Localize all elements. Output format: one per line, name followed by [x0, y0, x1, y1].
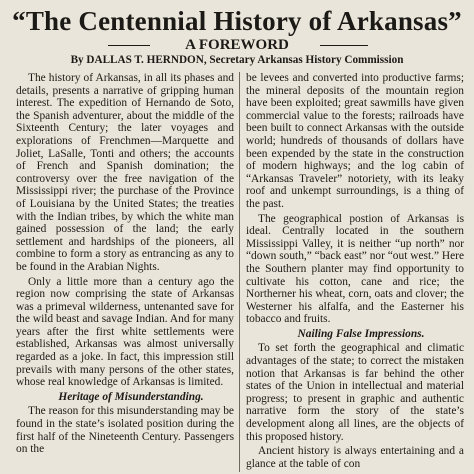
left-column [16, 72, 234, 456]
subtitle-rule-right [320, 45, 368, 46]
right-paragraph-1: be levees and converted into productive farms; the mineral deposits of the mountain region have been exploited; great sawmills have given commercial value to the forests; railroads have been built to connect Arkansas with the outside world; hundreds of thousands of dollars have been expended by the state in the construction of modern highways; and the log cabin of “Arkansas Traveler” notoriety, with its leaky roof and unkempt surroundings, is a thing of the past. [246, 72, 464, 210]
right-paragraph-2: The geographical postion of Arkansas is ideal. Centrally located in the southern Mississippi Valley, it is neither “up north” nor “down south,” “back east” nor “out west.” Here the Southern planter may find opportunity to cultivate his cotton, cane and rice; the Northerner his wheat, corn, oats and clover; the Westerner his alfalfa, and the Easterner his tobacco and fruits. [246, 212, 464, 326]
left-section-heading: Heritage of Misunderstanding. [58, 390, 204, 403]
article-subtitle: A FOREWORD [185, 37, 289, 53]
right-paragraph-4: Ancient history is always entertaining and a glance at the table of con [246, 445, 464, 470]
left-paragraph-1: The history of Arkansas, in all its phases and details, presents a narrative of gripping human interest. The expedition of Hernando de Soto, the Spanish adventurer, about the middle of the Sixteenth Century; the later voyages and explorations of Frenchmen—Marquette and Joliet, LaSalle, Tonti and others; the accounts of French and Spanish domination; the controversy over the free navigation of the Mississippi river; the purchase of the Province of Louisiana by the United States; the treaties with the Indian tribes, by which the white man gained possession of the land; the early settlement and hardships of the pioneers, all combine to form a story as entrancing as any to be found in the Arabian Nights. [16, 72, 234, 273]
column-divider [239, 72, 240, 472]
left-paragraph-3: The reason for this misunderstanding may be found in the state’s isolated position during the first half of the Nineteenth Century. Passengers on the [16, 405, 234, 456]
article-byline: By DALLAS T. HERNDON, Secretary Arkansas History Commission [70, 54, 404, 66]
left-paragraph-2: Only a little more than a century ago the region now comprising the state of Arkansas was a primeval wilderness, untenanted save for the wild beast and savage Indian. And for many years after the first white settlements were established, Arkansas was almost universally regarded as a joke. In fact, this impression still prevails with many persons of the other states, whose real knowledge of Arkansas is limited. [16, 275, 234, 389]
right-paragraph-3: To set forth the geographical and climatic advantages of the state; to correct the mistaken notion that Arkansas is far behind the other states of the Union in intellectual and material progress; to present in graphic and authentic narrative form the story of the state’s development along all lines, are the objects of this proposed history. [246, 342, 464, 443]
right-section-heading: Nailing False Impressions. [297, 327, 425, 340]
right-column [246, 72, 464, 470]
article-title: “The Centennial History of Arkansas” [12, 6, 462, 36]
